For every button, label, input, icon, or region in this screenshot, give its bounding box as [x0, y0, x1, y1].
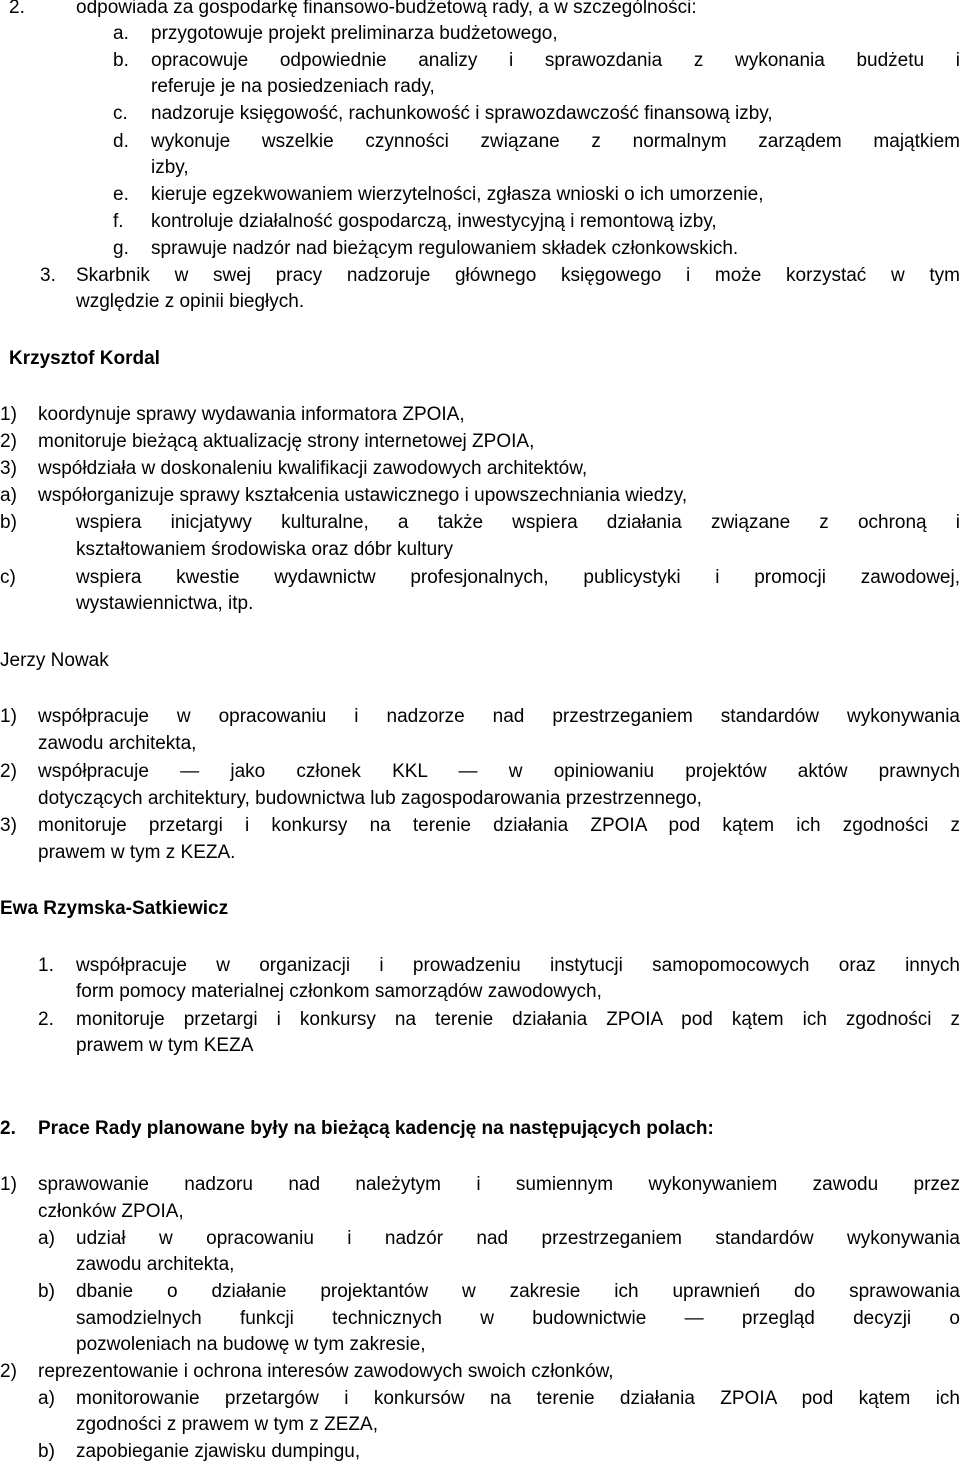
list-item: 2) współpracuje — jako członek KKL — w opiniowaniu projektów aktów prawnych [0, 761, 960, 782]
list-item: 3. Skarbnik w swej pracy nadzoruje głównego księgowego i może korzystać w tym [40, 265, 960, 286]
list-item: 2. odpowiada za gospodarkę finansowo-budżetową rady, a w szczególności: [9, 0, 697, 18]
list-item-continuation: względzie z opinii biegłych. [76, 291, 305, 312]
list-item: 2. monitoruje przetargi i konkursy na terenie działania ZPOIA pod kątem ich zgodności z [38, 1009, 960, 1030]
list-item: 3) współdziała w doskonaleniu kwalifikacji zawodowych architektów, [0, 458, 588, 479]
person-heading: Jerzy Nowak [0, 650, 109, 671]
person-heading: Krzysztof Kordal [9, 348, 160, 369]
list-item: b) dbanie o działanie projektantów w zakresie ich uprawnień do sprawowania [38, 1281, 960, 1302]
list-item: 1) współpracuje w opracowaniu i nadzorze nad przestrzeganiem standardów wykonywania [0, 706, 960, 727]
list-item: b) wspiera inicjatywy kulturalne, a także wspiera działania związane z ochroną i [0, 512, 960, 533]
list-item-continuation: zawodu architekta, [38, 733, 197, 754]
list-item-continuation: samodzielnych funkcji technicznych w budownictwie — przegląd decyzji o [76, 1308, 960, 1329]
list-item: a) udział w opracowaniu i nadzór nad przestrzeganiem standardów wykonywania [38, 1228, 960, 1249]
list-item: b) zapobieganie zjawisku dumpingu, [38, 1441, 361, 1462]
list-item: 2) monitoruje bieżącą aktualizację strony internetowej ZPOIA, [0, 431, 535, 452]
list-item: 1. współpracuje w organizacji i prowadzeniu instytucji samopomocowych oraz innych [38, 955, 960, 976]
list-item-continuation: członków ZPOIA, [38, 1201, 184, 1222]
list-item: a) monitorowanie przetargów i konkursów na terenie działania ZPOIA pod kątem ich [38, 1388, 960, 1409]
list-item: a) współorganizuje sprawy kształcenia ustawicznego i upowszechniania wiedzy, [0, 485, 688, 506]
person-heading: Ewa Rzymska-Satkiewicz [0, 898, 229, 919]
list-item-continuation: zawodu architekta, [76, 1254, 235, 1275]
list-item: c. nadzoruje księgowość, rachunkowość i sprawozdawczość finansową izby, [113, 103, 773, 124]
list-item: 3) monitoruje przetargi i konkursy na terenie działania ZPOIA pod kątem ich zgodności z [0, 815, 960, 836]
list-item-continuation: wystawiennictwa, itp. [76, 593, 254, 614]
list-item-continuation: dotyczących architektury, budownictwa lub zagospodarowania przestrzennego, [38, 788, 702, 809]
list-item-continuation: izby, [151, 157, 189, 178]
list-item: f. kontroluje działalność gospodarczą, inwestycyjną i remontową izby, [113, 211, 717, 232]
list-item: e. kieruje egzekwowaniem wierzytelności, zgłasza wnioski o ich umorzenie, [113, 184, 764, 205]
list-item: g. sprawuje nadzór nad bieżącym regulowaniem składek członkowskich. [113, 238, 739, 259]
list-item-continuation: kształtowaniem środowiska oraz dóbr kultury [76, 539, 453, 560]
list-item-continuation: zgodności z prawem w tym z ZEZA, [76, 1414, 378, 1435]
list-item: d. wykonuje wszelkie czynności związane z normalnym zarządem majątkiem [113, 131, 960, 152]
section-heading: 2. Prace Rady planowane były na bieżącą kadencję na następujących polach: [0, 1118, 714, 1139]
list-item: a. przygotowuje projekt preliminarza budżetowego, [113, 23, 558, 44]
list-item: b. opracowuje odpowiednie analizy i sprawozdania z wykonania budżetu i [113, 50, 960, 71]
list-item-continuation: pozwoleniach na budowę w tym zakresie, [76, 1334, 426, 1355]
list-item: 1) koordynuje sprawy wydawania informatora ZPOIA, [0, 404, 465, 425]
list-item: 1) sprawowanie nadzoru nad należytym i sumiennym wykonywaniem zawodu przez [0, 1174, 960, 1195]
list-item: c) wspiera kwestie wydawnictw profesjonalnych, publicystyki i promocji zawodowej, [0, 567, 960, 588]
list-item-continuation: form pomocy materialnej członkom samorządów zawodowych, [76, 981, 602, 1002]
list-item: 2) reprezentowanie i ochrona interesów zawodowych swoich członków, [0, 1361, 614, 1382]
list-item-continuation: prawem w tym KEZA [76, 1035, 254, 1056]
list-item-continuation: prawem w tym z KEZA. [38, 842, 236, 863]
list-item-continuation: referuje je na posiedzeniach rady, [151, 76, 435, 97]
